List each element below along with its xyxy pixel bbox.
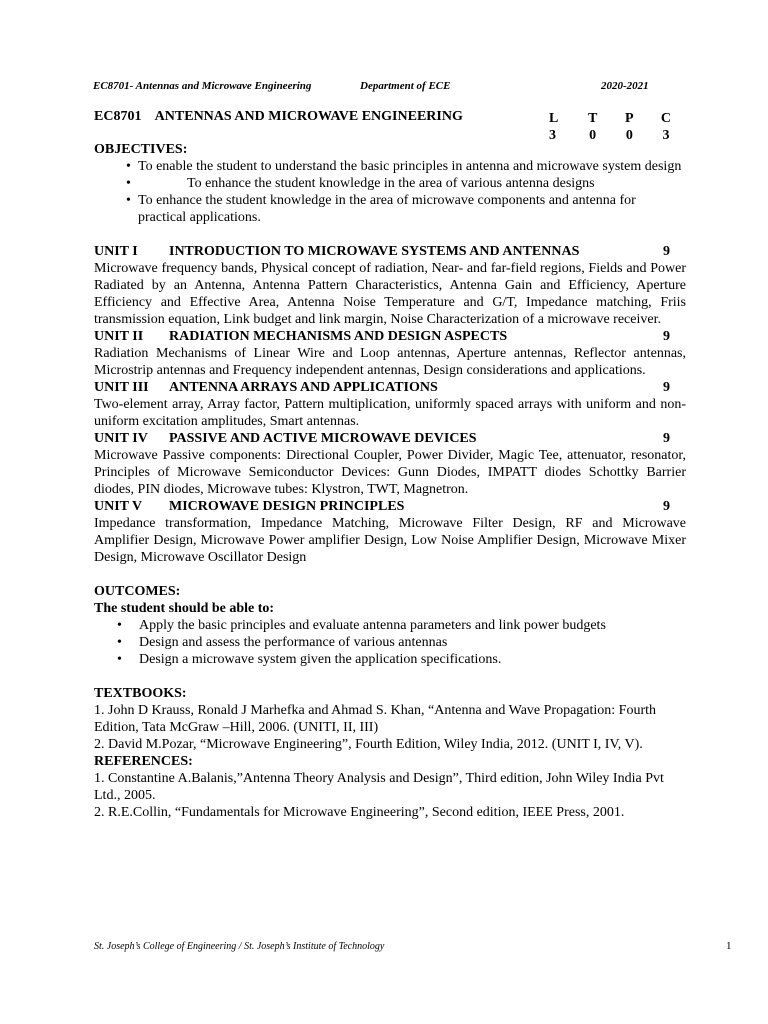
reference-entry: 2. R.E.Collin, “Fundamentals for Microwave Engineering”, Second edition, IEEE Press, 2001. — [94, 805, 625, 820]
unit-content: Microwave Passive components: Directional Coupler, Power Divider, Magic Tee, attenuator, resonator, Principles of Microwave Semiconductor Devices: Gunn Diodes, IMPATT diodes Schottky Barrier diodes, PIN diodes, Microwave tubes: Klystron, TWT, Magnetron. — [94, 448, 686, 497]
unit-content: Impedance transformation, Impedance Matching, Microwave Filter Design, RF and Microwave Amplifier Design, Microwave Power amplifier Design, Low Noise Amplifier Design, Microwave Mixer Design, Microwave Oscillator Design — [94, 516, 686, 565]
unit-content: Radiation Mechanisms of Linear Wire and Loop antennas, Aperture antennas, Reflector antennas, Microstrip antennas and Frequency independent antennas, Design considerations and applications. — [94, 346, 686, 378]
header-department: Department of ECE — [360, 80, 451, 92]
unit-number: UNIT III — [94, 380, 149, 395]
ltpc-value: 0 — [625, 128, 633, 143]
outcomes-subheading: The student should be able to: — [94, 601, 275, 616]
unit-title: PASSIVE AND ACTIVE MICROWAVE DEVICES — [169, 431, 477, 446]
objectives-list — [94, 158, 686, 226]
list-item: • Apply the basic principles and evaluate antenna parameters and link power budgets — [94, 617, 686, 634]
textbook-entry: 2. David M.Pozar, “Microwave Engineering”, Fourth Edition, Wiley India, 2012. (UNIT I, IV, V). — [94, 737, 643, 752]
footer-institution: St. Joseph’s College of Engineering / St. Joseph’s Institute of Technology — [94, 941, 385, 952]
unit-number: UNIT I — [94, 244, 138, 259]
outcomes-list — [94, 617, 686, 668]
unit-hours: 9 — [663, 329, 670, 344]
ltpc-value: 0 — [589, 128, 597, 143]
unit-heading — [94, 328, 686, 345]
unit-heading — [94, 498, 686, 515]
list-item: • Design a microwave system given the application specifications. — [94, 651, 686, 668]
unit-title: RADIATION MECHANISMS AND DESIGN ASPECTS — [169, 329, 508, 344]
unit-heading — [94, 243, 686, 260]
unit-heading — [94, 430, 686, 447]
ltpc-table — [549, 111, 673, 145]
spacer — [94, 566, 686, 583]
outcomes-heading: OUTCOMES: — [94, 584, 181, 599]
ltpc-label: C — [660, 111, 672, 126]
unit-title: MICROWAVE DESIGN PRINCIPLES — [169, 499, 405, 514]
course-title: EC8701 ANTENNAS AND MICROWAVE ENGINEERING — [94, 109, 463, 124]
ltpc-label: T — [587, 111, 598, 126]
unit-content: Microwave frequency bands, Physical concept of radiation, Near- and far-field regions, Fields and Power Radiated by an Antenna, Antenna Pattern Characteristics, Antenna Gain and Efficiency, Aperture Efficiency and Effective Area, Antenna Noise Temperature and G/T, Impedance matching, Friis transmission equation, Link budget and link margin, Noise Characterization of a microwave receiver. — [94, 261, 686, 327]
ltpc-labels — [549, 111, 673, 128]
reference-entry: 1. Constantine A.Balanis,”Antenna Theory Analysis and Design”, Third edition, John Wiley India Pvt Ltd., 2005. — [94, 771, 664, 803]
list-item: • To enable the student to understand the basic principles in antenna and microwave system design — [94, 158, 686, 175]
ltpc-label: L — [549, 111, 559, 126]
unit-number: UNIT V — [94, 499, 143, 514]
page-number: 1 — [726, 940, 732, 952]
list-item: • To enhance the student knowledge in the area of microwave components and antenna for practical applications. — [94, 192, 686, 226]
unit-content: Two-element array, Array factor, Pattern multiplication, uniformly spaced arrays with uniform and non-uniform excitation amplitudes, Smart antennas. — [94, 397, 686, 429]
list-item-text: To enhance the student knowledge in the area of various antenna designs — [187, 176, 595, 191]
unit-title: INTRODUCTION TO MICROWAVE SYSTEMS AND ANTENNAS — [169, 244, 580, 259]
spacer — [94, 668, 686, 685]
list-item — [94, 175, 686, 192]
references-heading: REFERENCES: — [94, 754, 193, 769]
unit-number: UNIT IV — [94, 431, 148, 446]
unit-heading — [94, 379, 686, 396]
ltpc-label: P — [625, 111, 634, 126]
header-academic-year: 2020-2021 — [601, 80, 649, 92]
unit-hours: 9 — [663, 244, 670, 259]
ltpc-value: 3 — [662, 128, 670, 143]
header-course-code: EC8701- Antennas and Microwave Engineering — [93, 80, 312, 92]
unit-hours: 9 — [663, 499, 670, 514]
unit-hours: 9 — [663, 380, 670, 395]
unit-title: ANTENNA ARRAYS AND APPLICATIONS — [169, 380, 438, 395]
objectives-heading: OBJECTIVES: — [94, 142, 188, 157]
spacer — [94, 226, 686, 243]
textbooks-heading: TEXTBOOKS: — [94, 686, 187, 701]
textbook-entry: 1. John D Krauss, Ronald J Marhefka and Ahmad S. Khan, “Antenna and Wave Propagation: Fourth Edition, Tata McGraw –Hill, 2006. (UNITI, II, III) — [94, 703, 657, 735]
unit-hours: 9 — [663, 431, 670, 446]
syllabus-body — [94, 141, 686, 821]
ltpc-value: 3 — [549, 128, 556, 143]
list-item: • Design and assess the performance of various antennas — [94, 634, 686, 651]
unit-number: UNIT II — [94, 329, 144, 344]
